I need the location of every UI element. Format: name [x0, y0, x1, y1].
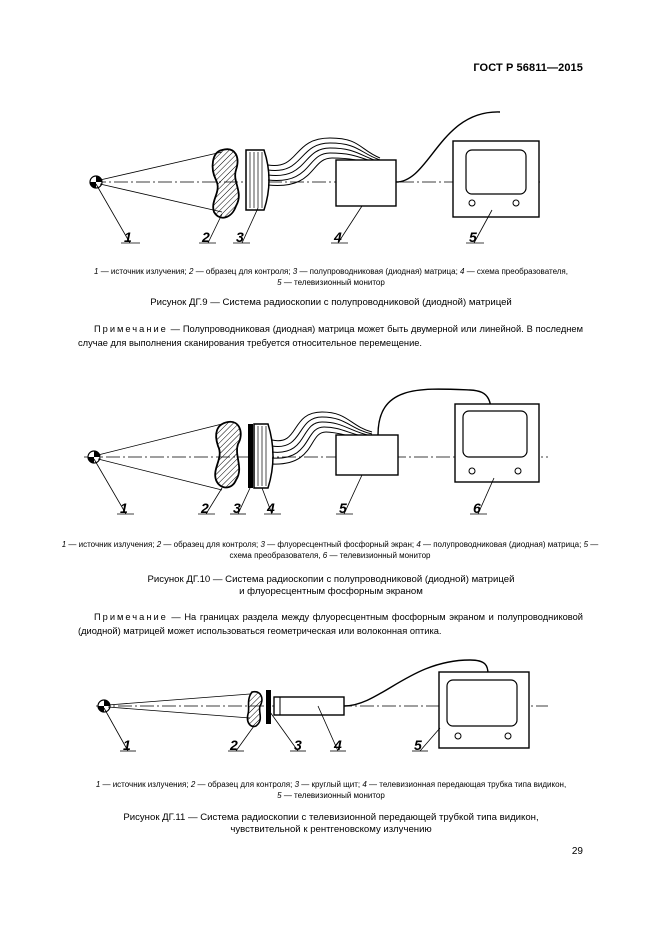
fig10-label-4: 4 [267, 500, 275, 516]
fig10-label-3: 3 [233, 500, 241, 516]
figure-9-note: Примечание — Полупроводниковая (диодная) матрица может быть двумерной или линейной. В последнем случае для выполнения сканирования требуется относительное перемещение. [78, 324, 583, 348]
fig10-label-1: 1 [120, 500, 128, 516]
fig11-label-1: 1 [123, 737, 131, 753]
fig10-label-5: 5 [339, 500, 347, 516]
figure-10-note: Примечание — На границах раздела между флуоресцентным фосфорным экраном и полупроводниковой (диодной) матрицей может использоваться геометрическая или волоконная оптика. [78, 612, 583, 636]
fig9-label-4: 4 [334, 229, 342, 245]
fig9-label-2: 2 [202, 229, 210, 245]
fig9-label-3: 3 [236, 229, 244, 245]
converter-circuit [336, 435, 398, 475]
test-specimen [215, 422, 241, 488]
phosphor-screen [248, 424, 253, 488]
fig10-label-6: 6 [473, 500, 481, 516]
document-header: ГОСТ Р 56811—2015 [473, 62, 583, 74]
fig11-label-3: 3 [294, 737, 302, 753]
fig9-label-1: 1 [124, 229, 132, 245]
figure-10-caption: Рисунок ДГ.10 — Система радиоскопии с полупроводниковой (диодной) матрицей и флуоресцентным фосфорным экраном [147, 574, 515, 597]
diode-matrix [254, 424, 273, 488]
figure-9-caption: Рисунок ДГ.9 — Система радиоскопии с полупроводниковой (диодной) матрицей [150, 297, 512, 308]
fig11-label-5: 5 [414, 737, 422, 753]
figure-9-diagram [0, 0, 661, 260]
figure-10-diagram [0, 380, 661, 520]
vidicon-tube [274, 697, 344, 715]
figure-9-legend: 1 — источник излучения; 2 — образец для контроля; 3 — полупроводниковая (диодная) матрица; 4 — схема преобразователя, 5 — телевизионный монитор [94, 267, 568, 287]
converter-circuit [336, 160, 396, 206]
fig9-label-5: 5 [469, 229, 477, 245]
test-specimen [213, 149, 239, 217]
test-specimen [247, 692, 261, 727]
fig10-label-2: 2 [201, 500, 209, 516]
figure-10-legend: 1 — источник излучения; 2 — образец для контроля; 3 — флуоресцентный фосфорный экран; 4 — полупроводниковая (диодная) матрица; 5 — схема преобразователя, 6 — телевизионный монитор [61, 540, 599, 560]
diode-matrix [246, 150, 269, 210]
figure-11-legend: 1 — источник излучения; 2 — образец для контроля; 3 — круглый щит; 4 — телевизионная передающая трубка типа видикон, 5 — телевизионный монитор [95, 780, 567, 800]
round-shield [266, 690, 271, 724]
page-number: 29 [571, 846, 583, 857]
figure-11-diagram [0, 650, 661, 765]
figure-11-caption: Рисунок ДГ.11 — Система радиоскопии с телевизионной передающей трубкой типа видикон, чувствительной к рентгеновскому излучению [123, 812, 539, 835]
fig11-label-4: 4 [334, 737, 342, 753]
fig11-label-2: 2 [230, 737, 238, 753]
